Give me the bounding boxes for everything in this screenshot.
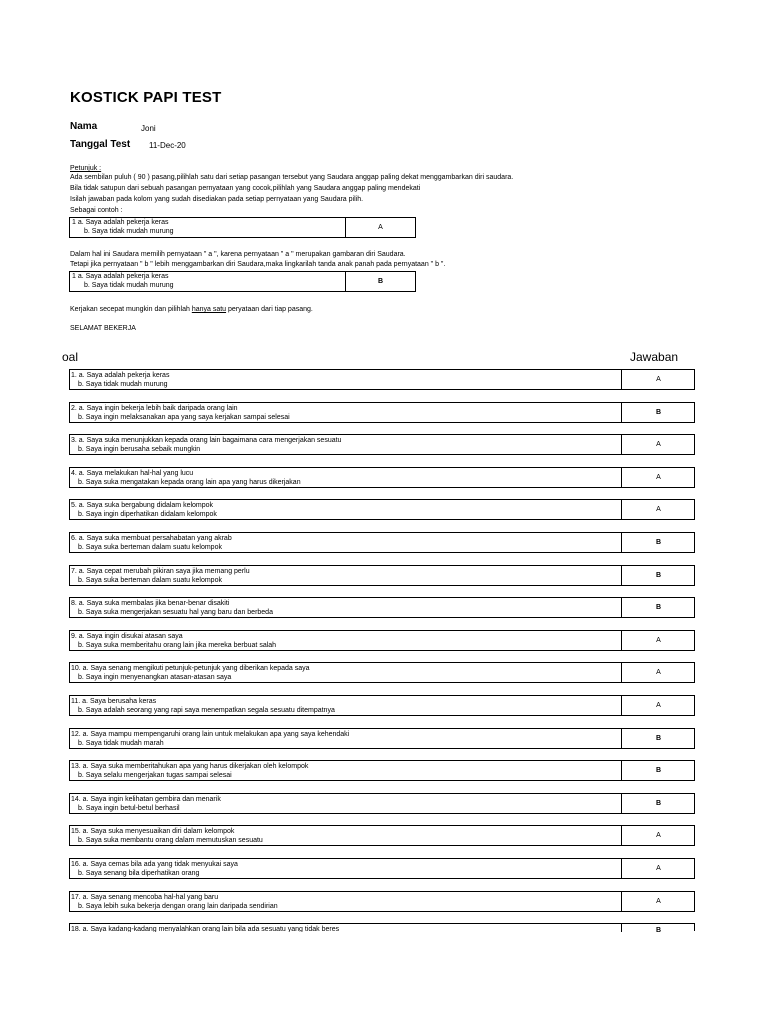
answer-cell[interactable]: B (621, 924, 695, 932)
question-cell (70, 924, 622, 932)
question-row (69, 923, 695, 931)
question-option-a: 16. a. Saya cemas bila ada yang tidak menyukai saya (71, 861, 238, 868)
date-value: 11-Dec-20 (149, 141, 186, 150)
question-option-b: b. Saya ingin berusaha sebaik mungkin (78, 446, 201, 453)
question-option-b: b. Saya suka berteman dalam suatu kelompok (78, 577, 222, 584)
answer-cell[interactable]: A (621, 859, 695, 878)
question-option-a: 14. a. Saya ingin kelihatan gembira dan menarik (71, 796, 221, 803)
question-row (69, 434, 695, 455)
explanation-line: Tetapi jika pernyataan " b " lebih menggambarkan diri Saudara,maka lingkarilah tanda anak panah pada pernyataan " b ". (70, 261, 446, 268)
question-row (69, 695, 695, 716)
answer-cell[interactable]: A (621, 500, 695, 519)
question-row (69, 402, 695, 423)
question-option-b: b. Saya suka membantu orang dalam memutuskan sesuatu (78, 837, 263, 844)
question-cell (70, 435, 622, 454)
greeting: SELAMAT BEKERJA (70, 325, 136, 332)
question-option-a: 12. a. Saya mampu mempengaruhi orang lain untuk melakukan apa yang saya kehendaki (71, 731, 350, 738)
answer-cell[interactable]: B (621, 566, 695, 585)
question-option-b: b. Saya suka memberitahu orang lain jika mereka berbuat salah (78, 642, 277, 649)
question-row (69, 891, 695, 912)
question-cell (70, 761, 622, 780)
question-option-b: b. Saya senang bila diperhatikan orang (78, 870, 200, 877)
question-cell (70, 696, 622, 715)
question-row (69, 532, 695, 553)
example-label: Sebagai contoh : (70, 207, 123, 214)
question-cell (70, 533, 622, 552)
answer-cell[interactable]: B (621, 794, 695, 813)
question-row (69, 662, 695, 683)
question-option-b: b. Saya suka mengatakan kepada orang lain apa yang harus dikerjakan (78, 479, 301, 486)
question-option-a: 2. a. Saya ingin bekerja lebih baik daripada orang lain (71, 405, 238, 412)
date-label: Tanggal Test (70, 139, 131, 150)
answer-cell[interactable]: B (621, 403, 695, 422)
question-row (69, 760, 695, 781)
answer-cell[interactable]: B (621, 729, 695, 748)
answer-cell[interactable]: B (621, 761, 695, 780)
question-row (69, 369, 695, 390)
example-question-cell (70, 218, 346, 237)
question-option-b: b. Saya ingin betul-betul berhasil (78, 805, 180, 812)
page-title: KOSTICK PAPI TEST (70, 89, 222, 106)
closing-text: Kerjakan secepat mungkin dan pilihlah (70, 306, 192, 313)
instructions-heading: Petunjuk : (70, 165, 102, 172)
question-option-b: b. Saya suka mengerjakan sesuatu hal yang baru dan berbeda (78, 609, 273, 616)
question-row (69, 793, 695, 814)
question-row (69, 467, 695, 488)
name-label: Nama (70, 121, 98, 132)
example-question-cell (70, 272, 346, 291)
question-option-b: b. Saya ingin melaksanakan apa yang saya kerjakan sampai selesai (78, 414, 290, 421)
question-cell (70, 403, 622, 422)
answer-cell[interactable]: B (621, 533, 695, 552)
question-option-a: 3. a. Saya suka menunjukkan kepada orang lain bagaimana cara mengerjakan sesuatu (71, 437, 342, 444)
example-option-b: b. Saya tidak mudah murung (84, 282, 174, 289)
question-option-a: 17. a. Saya senang mencoba hal-hal yang baru (71, 894, 219, 901)
question-option-b: b. Saya adalah seorang yang rapi saya menempatkan segala sesuatu ditempatnya (78, 707, 335, 714)
question-cell (70, 859, 622, 878)
question-option-b: b. Saya selalu mengerjakan tugas sampai selesai (78, 772, 232, 779)
example-table (69, 217, 416, 238)
question-cell (70, 631, 622, 650)
jawaban-column-header: Jawaban (630, 350, 679, 364)
answer-cell[interactable]: A (621, 468, 695, 487)
closing-instruction (70, 305, 313, 315)
answer-cell[interactable]: A (621, 370, 695, 389)
example-option-a: 1 a. Saya adalah pekerja keras (72, 273, 169, 280)
question-cell (70, 598, 622, 617)
question-row (69, 565, 695, 586)
question-cell (70, 663, 622, 682)
question-option-a: 15. a. Saya suka menyesuaikan diri dalam kelompok (71, 828, 235, 835)
question-option-a: 6. a. Saya suka membuat persahabatan yang akrab (71, 535, 232, 542)
question-option-a: 9. a. Saya ingin disukai atasan saya (71, 633, 183, 640)
question-row (69, 499, 695, 520)
example-answer: A (378, 224, 383, 231)
question-row (69, 858, 695, 879)
question-cell (70, 500, 622, 519)
question-option-a: 4. a. Saya melakukan hal-hal yang lucu (71, 470, 194, 477)
question-option-b: b. Saya suka berteman dalam suatu kelompok (78, 544, 222, 551)
answer-cell[interactable]: A (621, 696, 695, 715)
answer-cell[interactable]: A (621, 435, 695, 454)
question-row (69, 728, 695, 749)
answer-cell[interactable]: A (621, 826, 695, 845)
question-option-b: b. Saya tidak mudah murung (78, 381, 168, 388)
answer-cell[interactable]: A (621, 663, 695, 682)
example-option-a: 1 a. Saya adalah pekerja keras (72, 219, 169, 226)
explanation-line: Dalam hal ini Saudara memilih pernyataan " a ", karena pernyataan " a " merupakan gambaran diri Saudara. (70, 251, 406, 258)
answer-cell[interactable]: B (621, 598, 695, 617)
question-option-a: 10. a. Saya senang mengikuti petunjuk-petunjuk yang diberikan kepada saya (71, 665, 310, 672)
question-row (69, 825, 695, 846)
example-option-b: b. Saya tidak mudah murung (84, 228, 174, 235)
example-table (69, 271, 416, 292)
question-row (69, 597, 695, 618)
question-cell (70, 566, 622, 585)
question-option-a: 18. a. Saya kadang-kadang menyalahkan orang lain bila ada sesuatu yang tidak beres (71, 926, 340, 932)
name-value: Joni (141, 124, 156, 133)
question-cell (70, 729, 622, 748)
question-option-a: 8. a. Saya suka membalas jika benar-benar disakiti (71, 600, 230, 607)
instructions-line: Bila tidak satupun dari sebuah pasangan pernyataan yang cocok,pilihlah yang Saudara anggap paling mendekati (70, 185, 421, 192)
question-cell (70, 370, 622, 389)
closing-text: peryataan dari tiap pasang. (226, 306, 313, 313)
question-cell (70, 892, 622, 911)
question-option-b: b. Saya lebih suka bekerja dengan orang lain daripada sendirian (78, 903, 278, 910)
question-option-a: 13. a. Saya suka memberitahukan apa yang harus dikerjakan oleh kelompok (71, 763, 309, 770)
question-row (69, 630, 695, 651)
question-option-a: 11. a. Saya berusaha keras (71, 698, 157, 705)
question-option-a: 7. a. Saya cepat merubah pikiran saya jika memang perlu (71, 568, 250, 575)
question-option-b: b. Saya tidak mudah marah (78, 740, 164, 747)
question-option-b: b. Saya ingin menyenangkan atasan-atasan saya (78, 674, 232, 681)
instructions-line: Isilah jawaban pada kolom yang sudah disediakan pada setiap pernyataan yang Saudara pilih. (70, 196, 364, 203)
question-option-b: b. Saya ingin diperhatikan didalam kelompok (78, 511, 217, 518)
answer-cell[interactable]: A (621, 631, 695, 650)
closing-emphasis: hanya satu (191, 306, 227, 313)
soal-column-header: oal (62, 350, 79, 364)
instructions-line: Ada sembilan puluh ( 90 ) pasang,pilihlah satu dari setiap pasangan tersebut yang Saudara anggap paling dekat menggambarkan diri saudara. (70, 174, 514, 181)
example-answer: B (377, 278, 384, 285)
question-option-a: 5. a. Saya suka bergabung didalam kelompok (71, 502, 214, 509)
question-cell (70, 794, 622, 813)
question-cell (70, 826, 622, 845)
answer-cell[interactable]: A (621, 892, 695, 911)
question-cell (70, 468, 622, 487)
question-option-a: 1. a. Saya adalah pekerja keras (71, 372, 170, 379)
